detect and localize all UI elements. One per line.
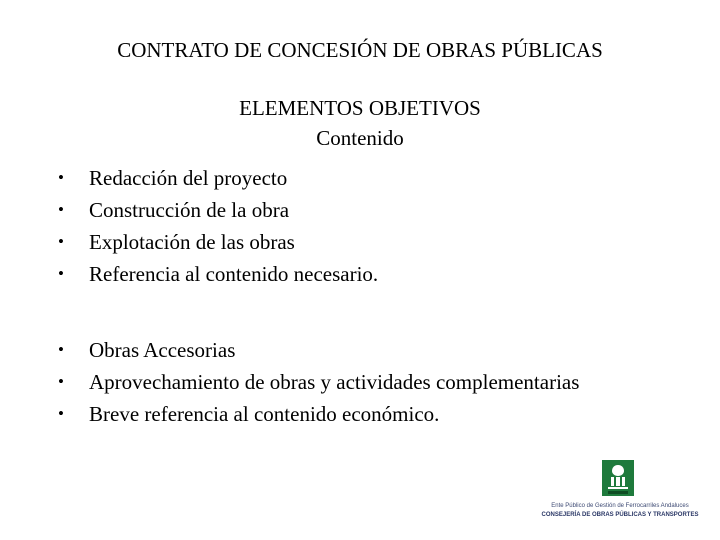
list-item-text: Aprovechamiento de obras y actividades complementarias (89, 370, 580, 394)
andalucia-emblem-icon (602, 460, 634, 496)
list-item-text: Explotación de las obras (89, 230, 295, 254)
list-item-text: Construcción de la obra (89, 198, 290, 222)
bullet-icon: • (58, 200, 64, 219)
logo-line-entity: Ente Público de Gestión de Ferrocarriles Andaluces (551, 503, 689, 509)
bullet-icon: • (58, 232, 64, 251)
junta-andalucia-logo (540, 460, 700, 522)
list-item-text: Redacción del proyecto (89, 166, 288, 190)
section-subheading: Contenido (316, 126, 404, 150)
bullet-icon: • (58, 372, 64, 391)
list-item-text: Obras Accesorias (89, 338, 236, 362)
bullet-icon: • (58, 340, 64, 359)
slide-title: CONTRATO DE CONCESIÓN DE OBRAS PÚBLICAS (117, 38, 603, 62)
section-heading: ELEMENTOS OBJETIVOS (239, 96, 481, 120)
bullet-icon: • (58, 404, 64, 423)
list-item-text: Referencia al contenido necesario. (89, 262, 379, 286)
bullet-icon: • (58, 264, 64, 283)
list-item-text: Breve referencia al contenido económico. (89, 402, 440, 426)
bullet-icon: • (58, 168, 64, 187)
logo-line-ministry: CONSEJERÍA DE OBRAS PÚBLICAS Y TRANSPORTES (541, 512, 699, 518)
